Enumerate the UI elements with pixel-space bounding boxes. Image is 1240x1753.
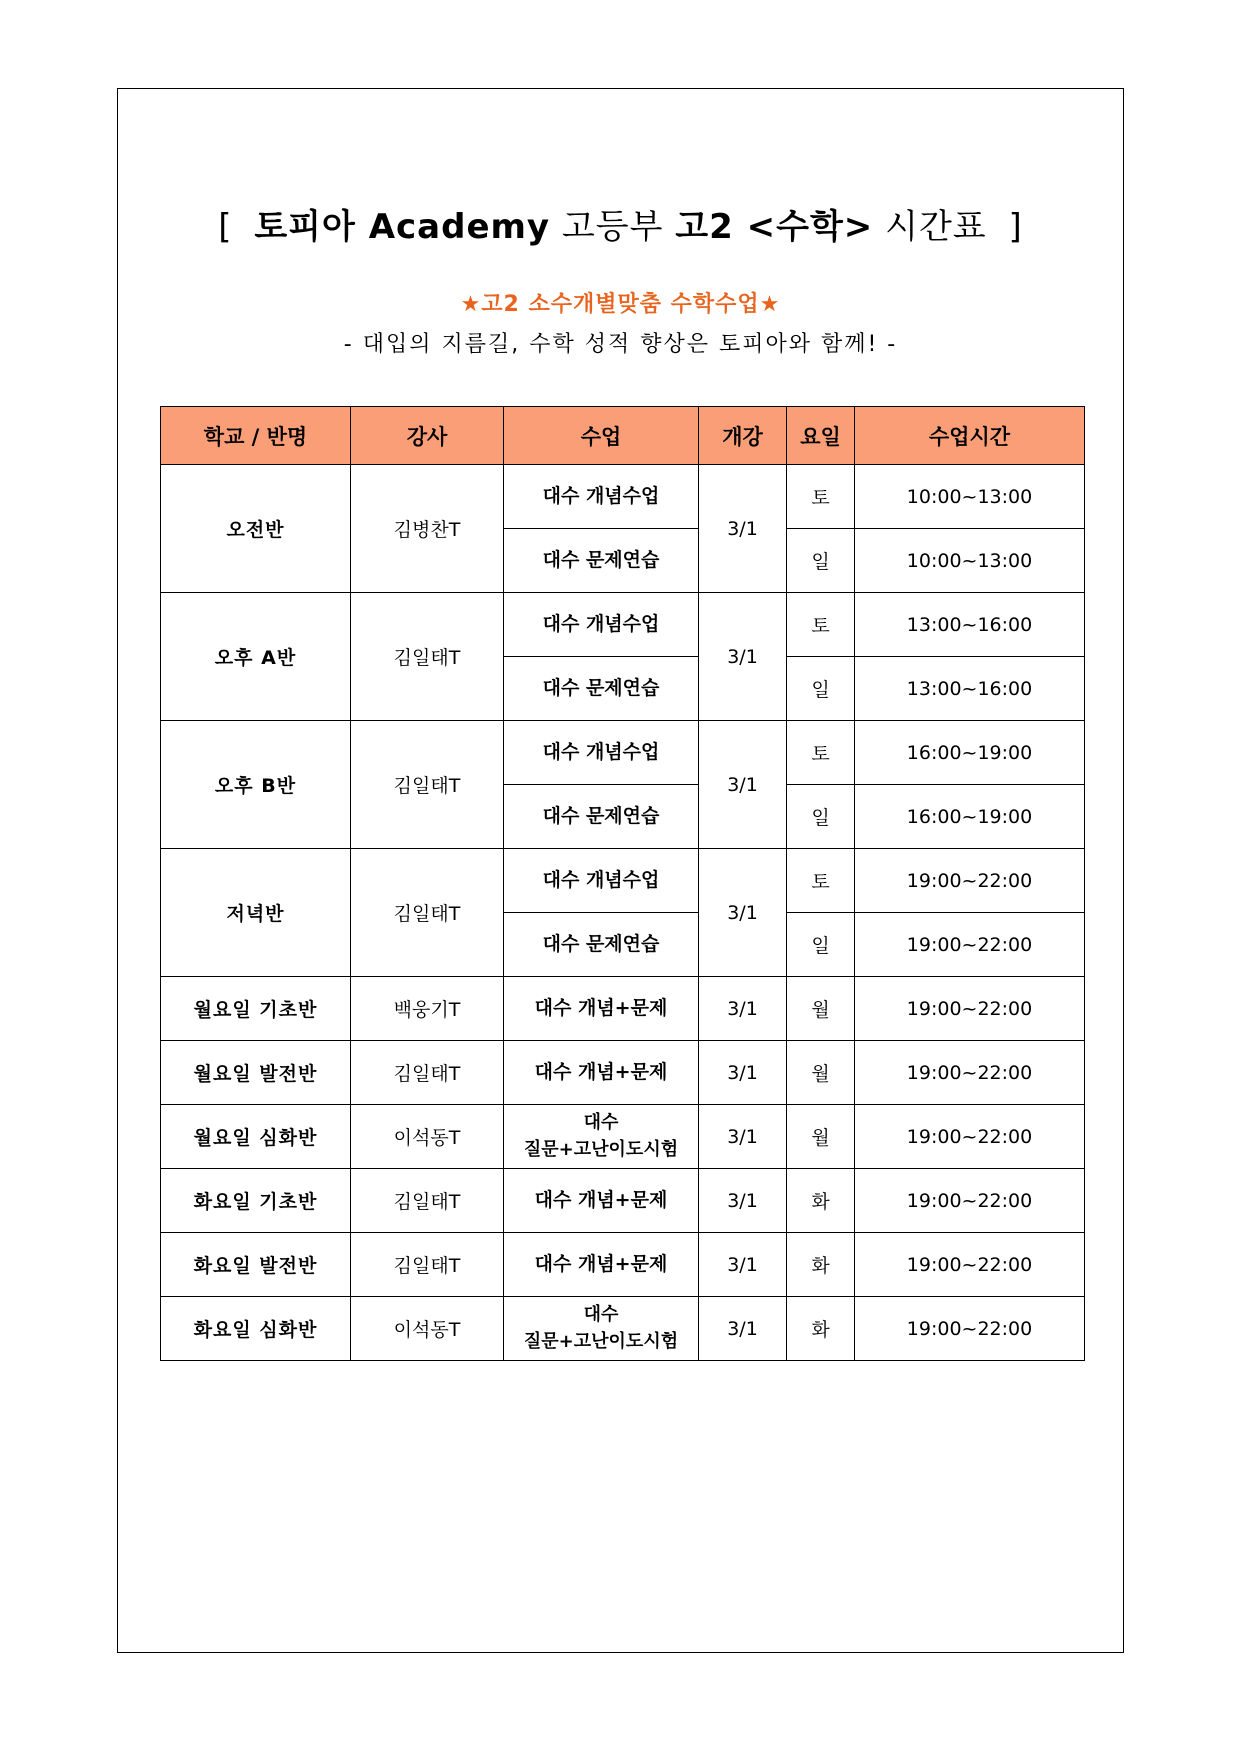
teacher-name: 김일태T xyxy=(351,1169,504,1233)
header-class: 학교 / 반명 xyxy=(161,407,351,465)
teacher-name: 백웅기T xyxy=(351,977,504,1041)
course-name: 대수 문제연습 xyxy=(504,657,699,721)
teacher-name: 김일태T xyxy=(351,721,504,849)
table-row xyxy=(161,465,1085,529)
course-name: 대수 질문+고난이도시험 xyxy=(504,1105,699,1169)
teacher-name: 김일태T xyxy=(351,849,504,977)
subtitle: ★고2 소수개별맞춤 수학수업★ xyxy=(460,292,781,317)
class-day: 일 xyxy=(787,529,855,593)
class-name: 오후 B반 xyxy=(161,721,351,849)
header-start: 개강 xyxy=(699,407,787,465)
class-name: 월요일 심화반 xyxy=(161,1105,351,1169)
start-date: 3/1 xyxy=(699,849,787,977)
class-day: 화 xyxy=(787,1233,855,1297)
table-row xyxy=(161,721,1085,785)
course-name: 대수 문제연습 xyxy=(504,529,699,593)
title-open-bracket: [ xyxy=(218,207,233,247)
teacher-name: 이석동T xyxy=(351,1105,504,1169)
course-name: 대수 개념수업 xyxy=(504,593,699,657)
table-header-row xyxy=(161,407,1085,465)
start-date: 3/1 xyxy=(699,1041,787,1105)
table-row xyxy=(161,1169,1085,1233)
course-name: 대수 개념+문제 xyxy=(504,1041,699,1105)
header-time: 수업시간 xyxy=(855,407,1085,465)
class-time: 19:00~22:00 xyxy=(855,1233,1085,1297)
course-name: 대수 개념+문제 xyxy=(504,977,699,1041)
course-name: 대수 문제연습 xyxy=(504,913,699,977)
start-date: 3/1 xyxy=(699,1169,787,1233)
class-day: 일 xyxy=(787,913,855,977)
class-name: 월요일 기초반 xyxy=(161,977,351,1041)
class-time: 19:00~22:00 xyxy=(855,1297,1085,1361)
table-row xyxy=(161,977,1085,1041)
class-day: 일 xyxy=(787,785,855,849)
start-date: 3/1 xyxy=(699,721,787,849)
table-row xyxy=(161,1233,1085,1297)
table-row xyxy=(161,849,1085,913)
teacher-name: 김병찬T xyxy=(351,465,504,593)
header-teacher: 강사 xyxy=(351,407,504,465)
table-row xyxy=(161,593,1085,657)
course-name: 대수 개념수업 xyxy=(504,849,699,913)
start-date: 3/1 xyxy=(699,1297,787,1361)
class-day: 토 xyxy=(787,721,855,785)
class-time: 16:00~19:00 xyxy=(855,785,1085,849)
class-day: 토 xyxy=(787,465,855,529)
start-date: 3/1 xyxy=(699,1233,787,1297)
course-name: 대수 개념+문제 xyxy=(504,1233,699,1297)
title-brand: 토피아 Academy xyxy=(254,207,551,247)
class-time: 19:00~22:00 xyxy=(855,1105,1085,1169)
start-date: 3/1 xyxy=(699,977,787,1041)
class-name: 화요일 발전반 xyxy=(161,1233,351,1297)
title-close-bracket: ] xyxy=(1008,207,1023,247)
title-label: 시간표 xyxy=(885,207,987,247)
class-time: 19:00~22:00 xyxy=(855,1169,1085,1233)
class-time: 10:00~13:00 xyxy=(855,465,1085,529)
teacher-name: 김일태T xyxy=(351,1041,504,1105)
course-name: 대수 개념수업 xyxy=(504,465,699,529)
teacher-name: 김일태T xyxy=(351,1233,504,1297)
page-title xyxy=(118,199,1123,248)
class-time: 19:00~22:00 xyxy=(855,1041,1085,1105)
class-day: 월 xyxy=(787,1041,855,1105)
course-name: 대수 개념+문제 xyxy=(504,1169,699,1233)
teacher-name: 김일태T xyxy=(351,593,504,721)
title-grade-subject: 고2 <수학> xyxy=(675,207,874,247)
class-day: 토 xyxy=(787,849,855,913)
class-day: 일 xyxy=(787,657,855,721)
start-date: 3/1 xyxy=(699,593,787,721)
class-name: 저녁반 xyxy=(161,849,351,977)
class-time: 13:00~16:00 xyxy=(855,657,1085,721)
table-row xyxy=(161,1041,1085,1105)
teacher-name: 이석동T xyxy=(351,1297,504,1361)
class-name: 오전반 xyxy=(161,465,351,593)
class-time: 16:00~19:00 xyxy=(855,721,1085,785)
class-day: 토 xyxy=(787,593,855,657)
class-time: 19:00~22:00 xyxy=(855,913,1085,977)
tagline: - 대입의 지름길, 수학 성적 향상은 토피아와 함께! - xyxy=(343,332,898,357)
class-time: 19:00~22:00 xyxy=(855,849,1085,913)
class-name: 월요일 발전반 xyxy=(161,1041,351,1105)
class-time: 10:00~13:00 xyxy=(855,529,1085,593)
table-row xyxy=(161,1297,1085,1361)
class-day: 화 xyxy=(787,1169,855,1233)
start-date: 3/1 xyxy=(699,465,787,593)
course-name: 대수 문제연습 xyxy=(504,785,699,849)
class-day: 월 xyxy=(787,977,855,1041)
class-day: 월 xyxy=(787,1105,855,1169)
class-day: 화 xyxy=(787,1297,855,1361)
class-time: 13:00~16:00 xyxy=(855,593,1085,657)
schedule-table xyxy=(160,406,1085,1361)
page-frame xyxy=(117,88,1124,1653)
class-name: 화요일 심화반 xyxy=(161,1297,351,1361)
header-day: 요일 xyxy=(787,407,855,465)
title-dept: 고등부 xyxy=(561,207,664,247)
course-name: 대수 질문+고난이도시험 xyxy=(504,1297,699,1361)
header-course: 수업 xyxy=(504,407,699,465)
class-time: 19:00~22:00 xyxy=(855,977,1085,1041)
class-name: 오후 A반 xyxy=(161,593,351,721)
table-row xyxy=(161,1105,1085,1169)
course-name: 대수 개념수업 xyxy=(504,721,699,785)
class-name: 화요일 기초반 xyxy=(161,1169,351,1233)
start-date: 3/1 xyxy=(699,1105,787,1169)
table-body xyxy=(161,465,1085,1361)
